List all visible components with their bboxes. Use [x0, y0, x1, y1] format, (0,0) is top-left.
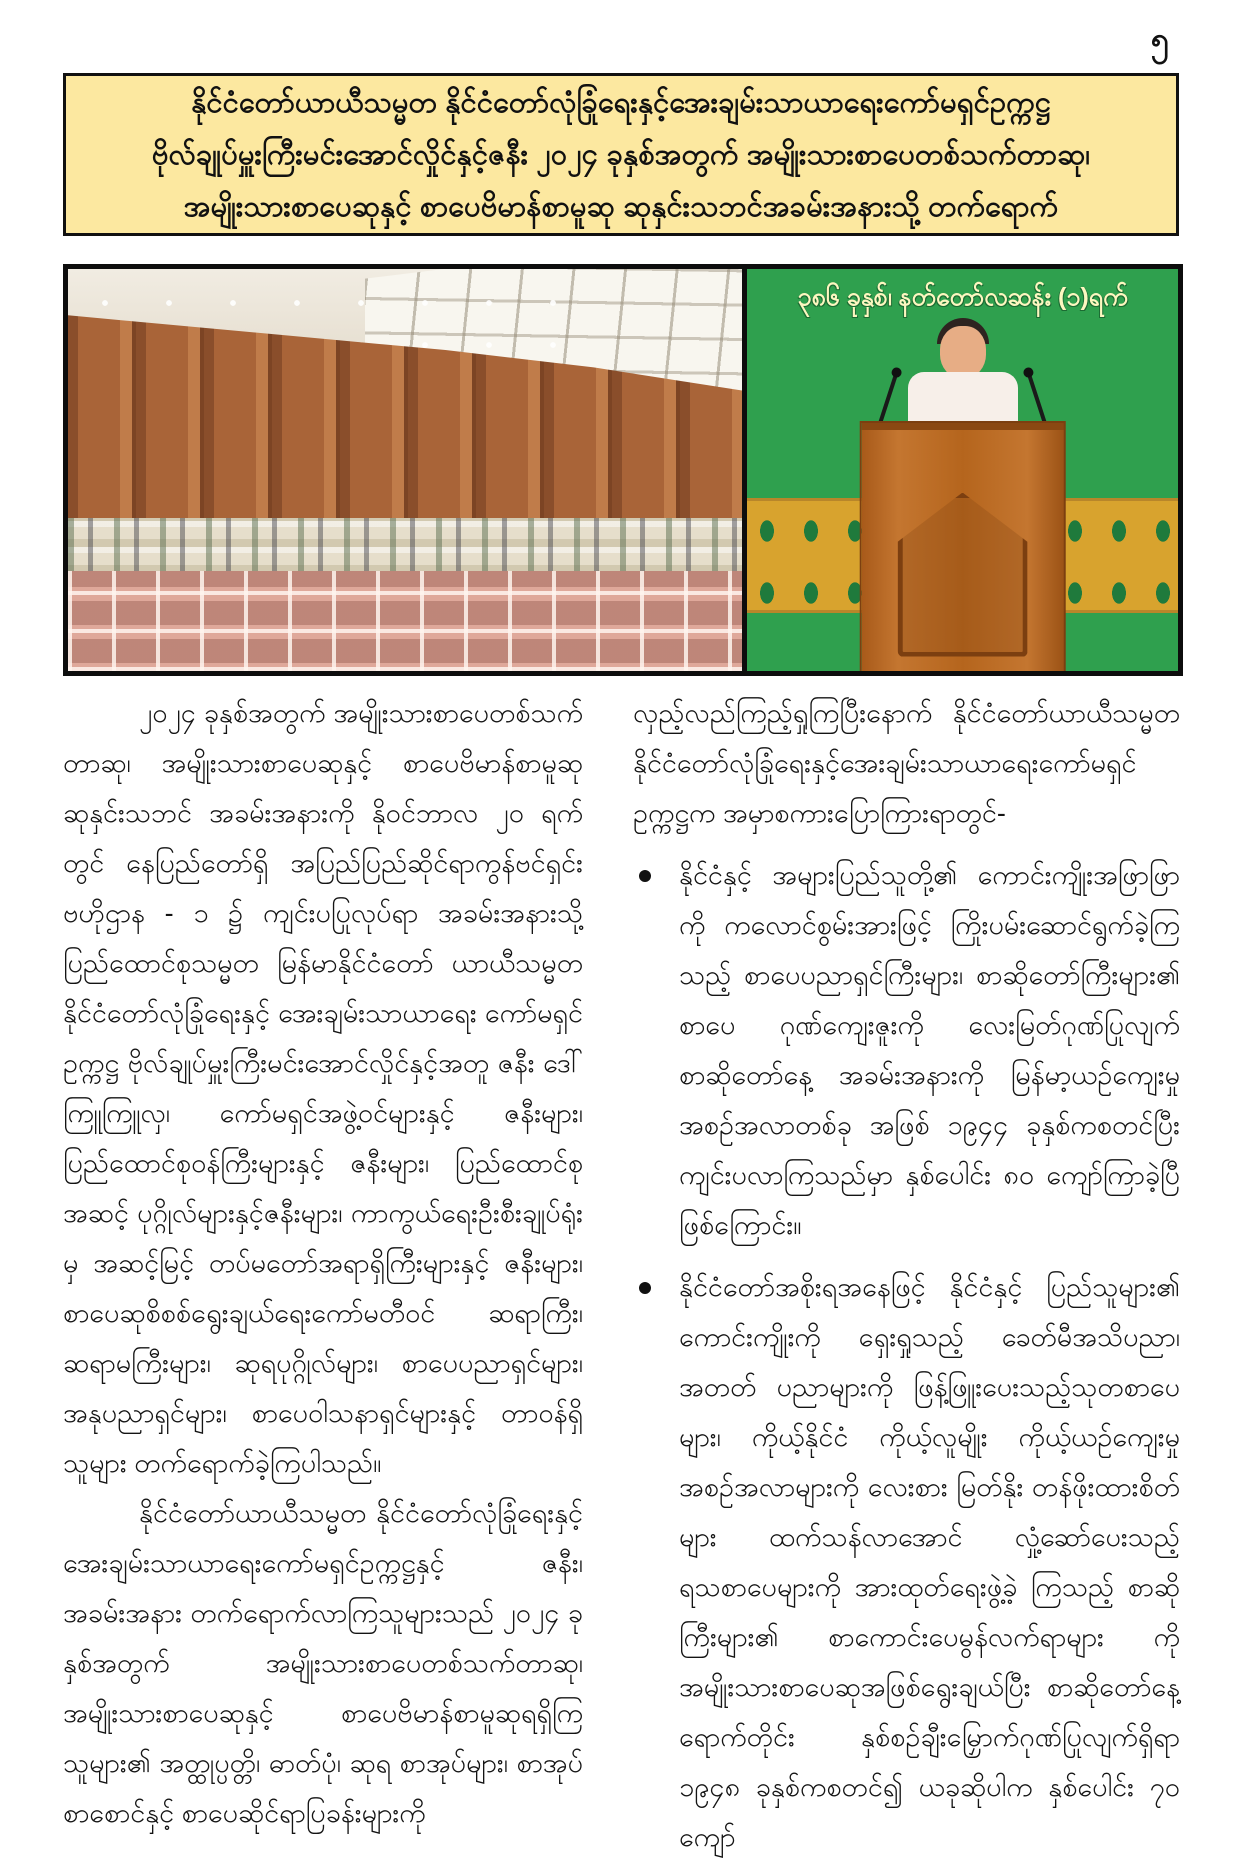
speaker-podium-photo: [747, 269, 1178, 671]
wooden-podium: [861, 423, 1064, 671]
headline-line-2: ဗိုလ်ချုပ်မှူးကြီးမင်းအောင်လှိုင်နှင့်ဇနီး ၂၀၂၄ ခုနှစ်အတွက် အမျိုးသားစာပေတစ်သက်တာဆု၊: [151, 138, 1091, 171]
bullet-text-1: နိုင်ငံနှင့် အများပြည်သူတို့၏ ကောင်းကျိုးအဖြာဖြာကို ကလောင်စွမ်းအားဖြင့် ကြိုးပမ်းဆောင်ရွက်ခဲ့ကြသည့် စာပေပညာရှင်ကြီးများ၊ စာဆိုတော်ကြီးများ၏ စာပေ ဂုဏ်ကျေးဇူးကို လေးမြတ်ဂုဏ်ပြုလျက် စာဆိုတော်နေ့ အခမ်းအနားကို မြန်မာ့ယဉ်ကျေးမှုအစဉ်အလာတစ်ခု အဖြစ် ၁၉၄၄ ခုနှစ်ကစတင်ပြီး ကျင်းပလာကြသည်မှာ နှစ်ပေါင်း ၈၀ ကျော်ကြာခဲ့ပြီဖြစ်ကြောင်း။: [679, 860, 1180, 1240]
bullet-dot-icon: [639, 1282, 651, 1294]
photo-caption-text: ၃၈၆ ခုနှစ်၊ နတ်တော်လဆန်း (၁)ရက်: [797, 283, 1128, 311]
headline-banner: [63, 73, 1179, 236]
bullet-item-1: [633, 850, 1180, 1250]
article-column-right: [633, 688, 1180, 1862]
podium-arch-carving: [898, 493, 1028, 657]
speaker-head: [940, 326, 986, 378]
hall-audience-rows: [68, 518, 742, 578]
paragraph-1: ၂၀၂၄ ခုနှစ်အတွက် အမျိုးသားစာပေတစ်သက်တာဆု၊ အမျိုးသားစာပေဆုနှင့် စာပေဗိမာန်စာမူဆု ဆုနှင်းသဘင် အခမ်းအနားကို နိုဝင်ဘာလ ၂၀ ရက်တွင် နေပြည်တော်ရှိ အပြည်ပြည်ဆိုင်ရာကွန်ဗင်ရှင်းဗဟိုဌာန - ၁ ၌ ကျင်းပပြုလုပ်ရာ အခမ်းအနားသို့ ပြည်ထောင်စုသမ္မတ မြန်မာနိုင်ငံတော် ယာယီသမ္မတ နိုင်ငံတော်လုံခြုံရေးနှင့် အေးချမ်းသာယာရေး ကော်မရှင်ဥက္ကဋ္ဌ ဗိုလ်ချုပ်မှူးကြီးမင်းအောင်လှိုင်နှင့်အတူ ဇနီး ဒေါ်ကြူကြူလှ၊ ကော်မရှင်အဖွဲ့ဝင်များနှင့် ဇနီးများ၊ ပြည်ထောင်စုဝန်ကြီးများနှင့် ဇနီးများ၊ ပြည်ထောင်စုအဆင့် ပုဂ္ဂိုလ်များနှင့်ဇနီးများ၊ ကာကွယ်ရေးဦးစီးချုပ်ရုံးမှ အဆင့်မြင့် တပ်မတော်အရာရှိကြီးများနှင့် ဇနီးများ၊ စာပေဆုစိစစ်ရွေးချယ်ရေးကော်မတီဝင် ဆရာကြီး၊ ဆရာမကြီးများ၊ ဆုရပုဂ္ဂိုလ်များ၊ စာပေပညာရှင်များ၊ အနုပညာရှင်များ၊ စာပေဝါသနာရှင်များနှင့် တာဝန်ရှိသူများ တက်ရောက်ခဲ့ကြပါသည်။: [63, 698, 583, 1478]
photo-strip: [63, 264, 1183, 676]
bullet-dot-icon: [639, 870, 651, 882]
page-number: ၅: [1151, 21, 1169, 57]
bullet-item-2: [633, 1262, 1180, 1862]
bullet-text-2: နိုင်ငံတော်အစိုးရအနေဖြင့် နိုင်ငံနှင့် ပြည်သူများ၏ ကောင်းကျိုးကို ရှေးရှုသည့် ခေတ်မီအသိပညာ၊ အတတ် ပညာများကို ဖြန့်ဖြူးပေးသည့်သုတစာပေများ၊ ကိုယ့်နိုင်ငံ ကိုယ့်လူမျိုး ကိုယ့်ယဉ်ကျေးမှုအစဉ်အလာများကို လေးစား မြတ်နိုး တန်ဖိုးထားစိတ်များ ထက်သန်လာအောင် လှုံ့ဆော်ပေးသည့် ရသစာပေများကို အားထုတ်ရေးဖွဲ့ခဲ့ ကြသည့် စာဆိုကြီးများ၏ စာကောင်းပေမွန်လက်ရာများ ကို အမျိုးသားစာပေဆုအဖြစ်ရွေးချယ်ပြီး စာဆိုတော်နေ့ ရောက်တိုင်း နှစ်စဉ်ချီးမြှောက်ဂုဏ်ပြုလျက်ရှိရာ ၁၉၄၈ ခုနှစ်ကစတင်၍ ယခုဆိုပါက နှစ်ပေါင်း ၇၀ ကျော်: [679, 1272, 1180, 1852]
speaker-figure: [903, 318, 1023, 438]
article-column-left: [63, 688, 583, 1838]
paragraph-2: နိုင်ငံတော်ယာယီသမ္မတ နိုင်ငံတော်လုံခြုံရေးနှင့် အေးချမ်းသာယာရေးကော်မရှင်ဥက္ကဋ္ဌနှင့် ဇနီး၊ အခမ်းအနား တက်ရောက်လာကြသူများသည် ၂၀၂၄ ခုနှစ်အတွက် အမျိုးသားစာပေတစ်သက်တာဆု၊ အမျိုးသားစာပေဆုနှင့် စာပေဗိမာန်စာမူဆုရရှိကြသူများ၏ အတ္ထုပ္ပတ္တိ၊ ဓာတ်ပုံ၊ ဆုရ စာအုပ်များ၊ စာအုပ်စာစောင်နှင့် စာပေဆိုင်ရာပြခန်းများကို: [63, 1498, 583, 1828]
ceremony-hall-photo: [68, 269, 742, 671]
headline-line-1: နိုင်ငံတော်ယာယီသမ္မတ နိုင်ငံတော်လုံခြုံရေးနှင့်အေးချမ်းသာယာရေးကော်မရှင်ဥက္ကဋ္ဌ: [191, 86, 1051, 119]
microphone-right-icon: [1028, 375, 1049, 429]
hall-carpet: [68, 571, 742, 672]
intro-paragraph: လှည့်လည်ကြည့်ရှုကြပြီးနောက် နိုင်ငံတော်ယာယီသမ္မတ နိုင်ငံတော်လုံခြုံရေးနှင့်အေးချမ်းသာယာရေးကော်မရှင်ဥက္ကဋ္ဌက အမှာစကားပြောကြားရာတွင်-: [633, 698, 1180, 828]
headline-line-3: အမျိုးသားစာပေဆုနှင့် စာပေဗိမာန်စာမူဆု ဆုနှင်းသဘင်အခမ်းအနားသို့ တက်ရောက်: [183, 190, 1059, 223]
microphone-left-icon: [876, 375, 897, 429]
